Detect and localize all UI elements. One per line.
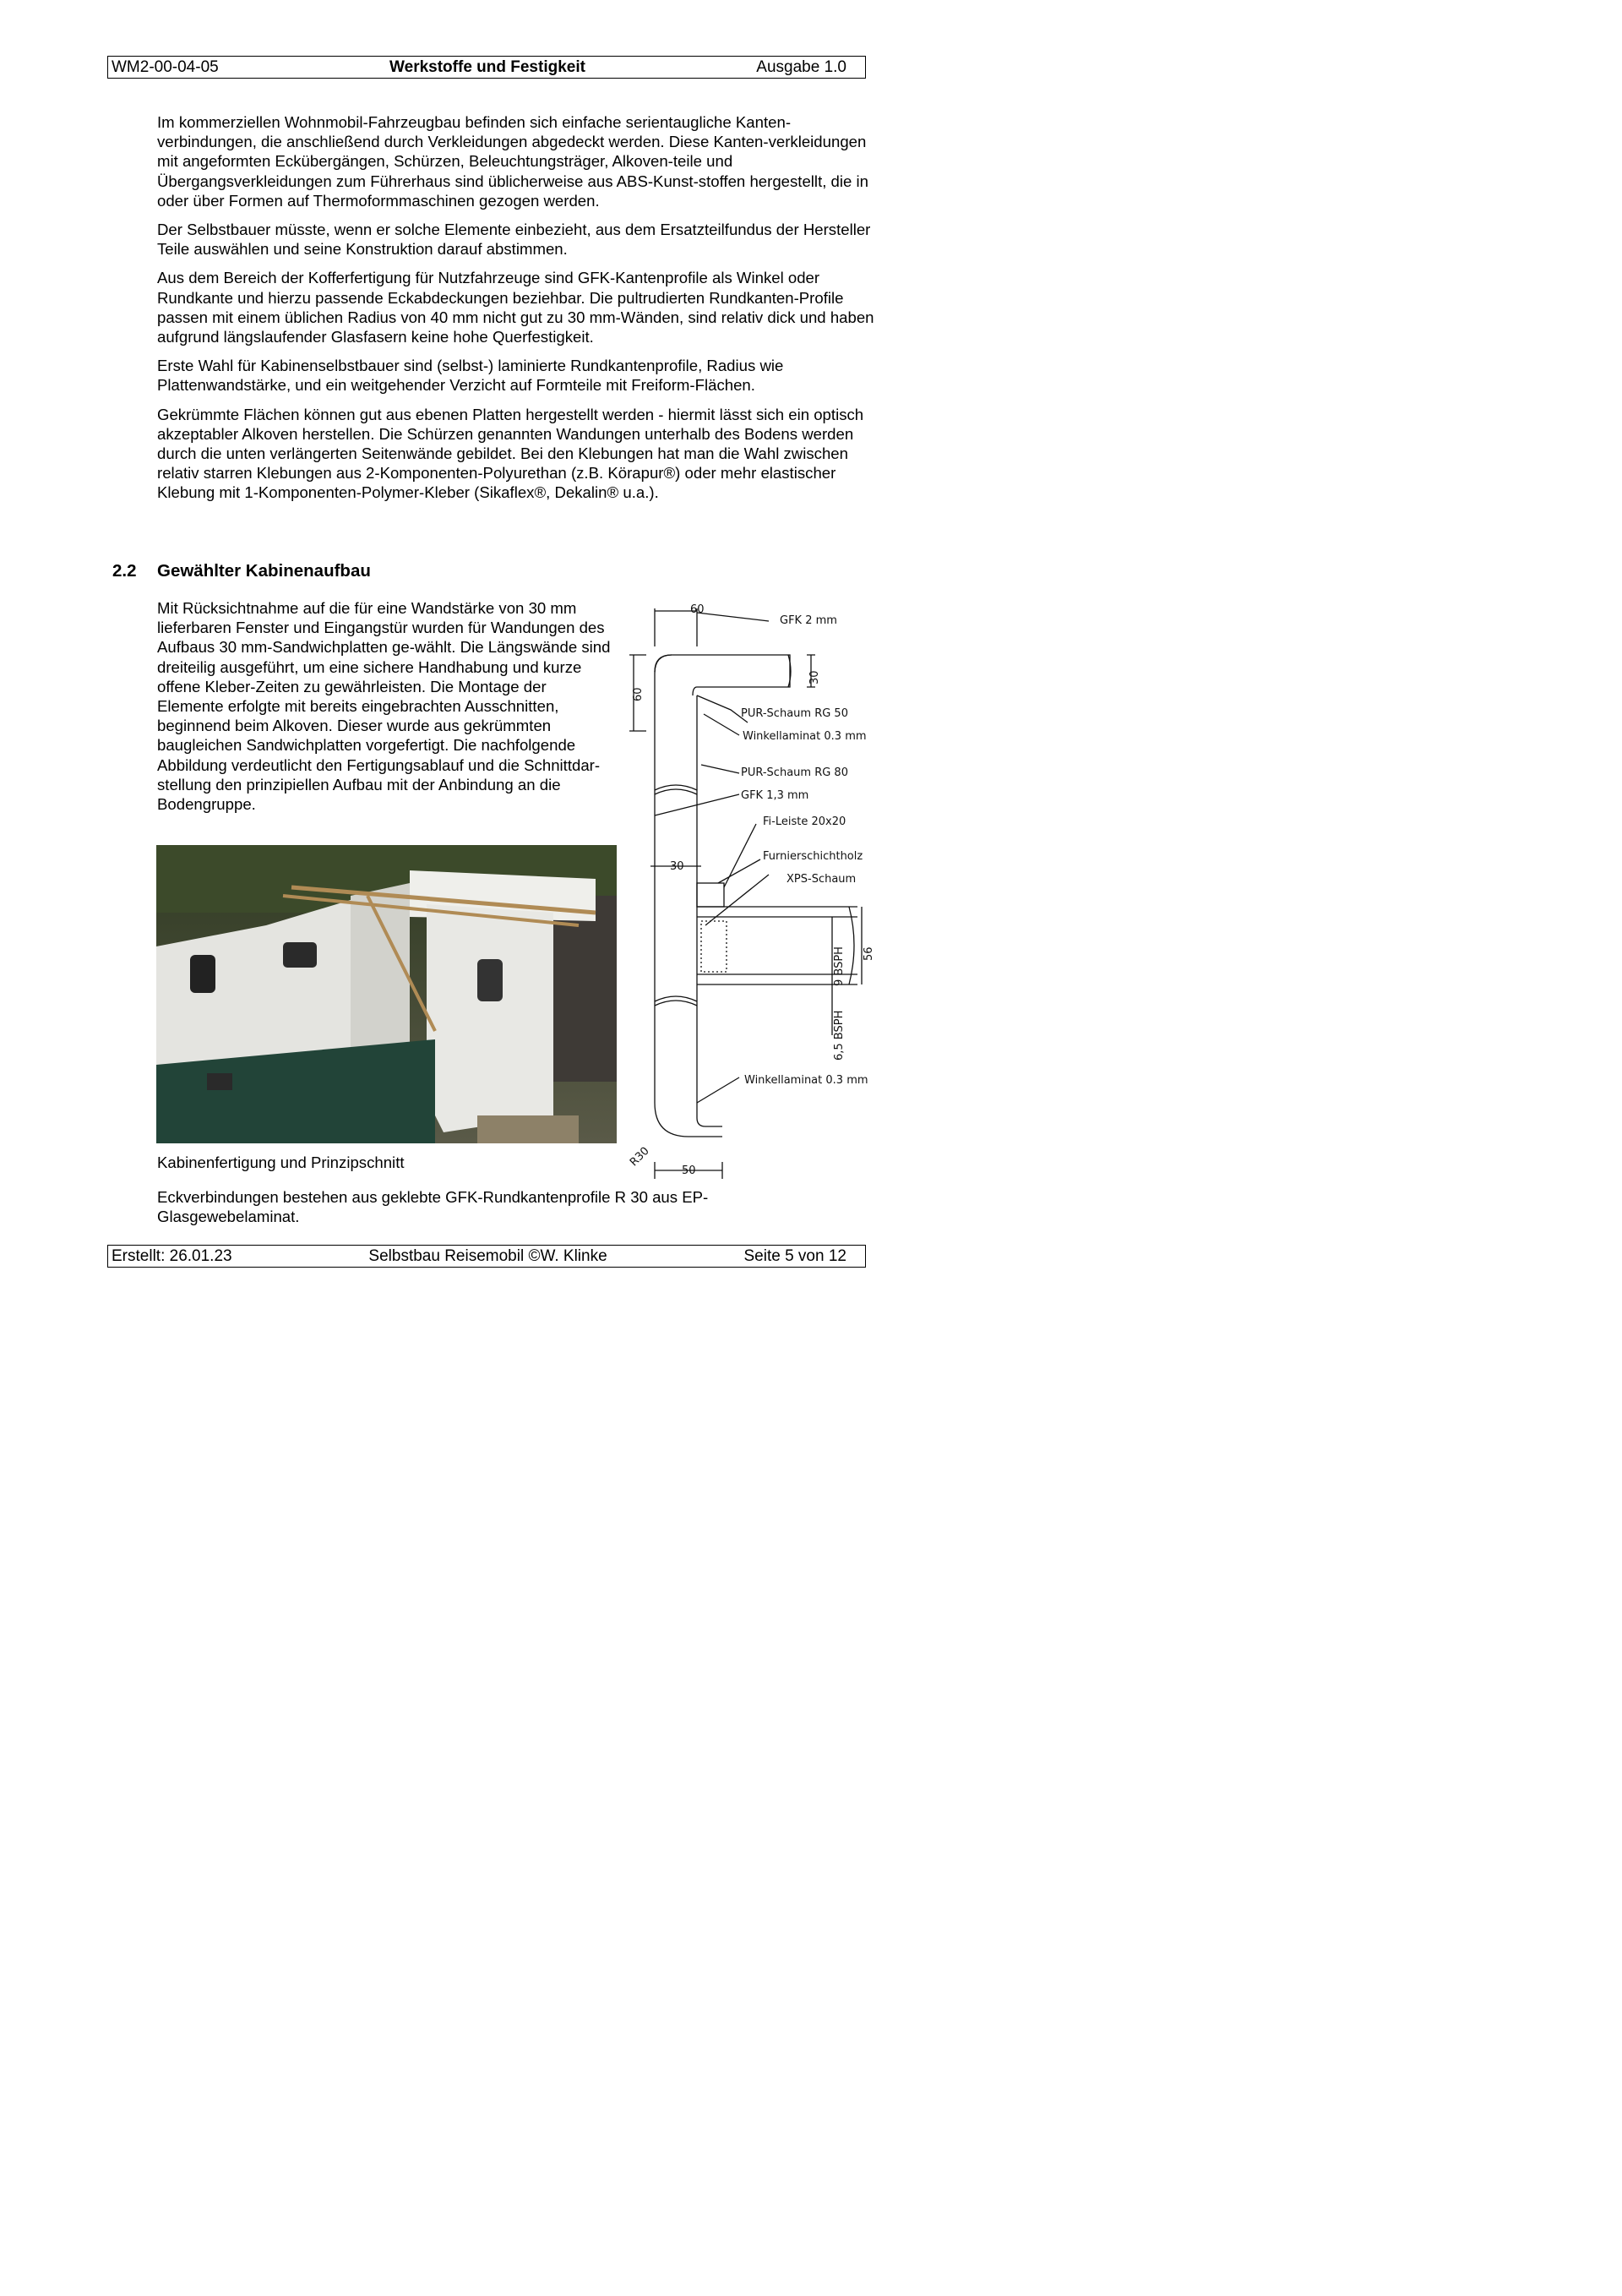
figure-caption: Kabinenfertigung und Prinzipschnitt [157,1153,405,1171]
paragraph: Aus dem Bereich der Kofferfertigung für Nutzfahrzeuge sind GFK-Kantenprofile als Winkel oder Rundkante und hierzu passende Eckabdeckungen beziehbar. Die pultrudierten Rundkanten-Profile passen mit einem üblichen Radius von 40 mm nicht gut zu 30 mm-Wänden, sind relativ dick und haben aufgrund längslaufender Glasfasern keine hohe Querfestigkeit. [157,269,874,346]
paragraph: Gekrümmte Flächen können gut aus ebenen Platten hergestellt werden - hiermit lässt sich ein optisch akzeptabler Alkoven herstellen. Die Schürzen genannten Wandungen unterhalb des Bodens werden durch die unten verlängerten Seitenwände gebildet. Bei den Klebungen hat man die Wahl zwischen relativ starren Klebungen aus 2-Komponenten-Polyurethan (z.B. Körapur®) oder mehr elastischer Klebung mit 1-Komponenten-Polymer-Kleber (Sikaflex®, Dekalin® u.a.). [157,405,864,502]
section-title: Gewählter Kabinenaufbau [157,561,371,581]
section-heading [112,561,371,581]
callout-label: Winkellaminat 0.3 mm [744,1074,868,1087]
dimension-label: 56 [863,946,874,961]
section-number: 2.2 [112,561,137,581]
page-footer [107,1245,866,1268]
callout-label: PUR-Schaum RG 50 [741,707,848,720]
paragraph: Der Selbstbauer müsste, wenn er solche Elemente einbezieht, aus dem Ersatzteilfundus der Hersteller Teile auswählen und seine Konstruktion darauf abstimmen. [157,221,871,259]
created-date: Erstellt: 26.01.23 [112,1246,232,1265]
callout-label: PUR-Schaum RG 80 [741,766,848,779]
callout-label: Fi-Leiste 20x20 [763,815,846,828]
dimension-label: 60 [690,603,705,616]
dimension-label: 9 BSPH [833,946,846,986]
paragraph: Im kommerziellen Wohnmobil-Fahrzeugbau befinden sich einfache serientaugliche Kanten-verbindungen, die anschließend durch Verkleidungen abgedeckt werden. Diese Kanten-verkleidungen mit angeformten Eckübergängen, Schürzen, Beleuchtungsträger, Alkoven-teile und Übergangsverkleidungen zum Führerhaus sind üblicherweise aus ABS-Kunst-stoffen hergestellt, die in oder über Formen auf Thermoformmaschinen gezogen werden. [157,113,869,210]
cabin-assembly-photo [156,845,617,1143]
page-header [107,56,866,79]
dimension-label: 60 [632,687,645,701]
callout-label: Winkellaminat 0.3 mm [743,730,867,743]
page-number: Seite 5 von 12 [743,1246,846,1265]
dimension-label: 50 [682,1164,696,1177]
callout-label: Furnierschichtholz [763,850,863,863]
dimension-label: R30 [627,1144,652,1170]
dimension-label: 30 [808,670,821,684]
intro-text [157,112,875,512]
document-id: WM2-00-04-05 [112,57,219,76]
dimension-label: 30 [670,860,684,873]
cross-section-drawing [621,596,874,1179]
section-body: Mit Rücksichtnahme auf die für eine Wandstärke von 30 mm lieferbaren Fenster und Eingangstür wurden für Wandungen des Aufbaus 30 mm-Sandwichplatten ge-wählt. Die Längswände sind dreiteilig ausgeführt, um eine sichere Handhabung und kurze offene Kleber-Zeiten zu gewährleisten. Die Montage der Elemente erfolgte mit bereits eingebrachten Ausschnitten, beginnend beim Alkoven. Dieser wurde aus gekrümmten baugleichen Sandwichplatten vorgefertigt. Die nachfolgende Abbildung verdeutlicht den Fertigungsablauf und die Schnittdar-stellung den prinzipiellen Aufbau mit der Anbindung an die Bodengruppe. [157,599,611,814]
dimension-label: 6,5 BSPH [833,1010,846,1061]
paragraph: Erste Wahl für Kabinenselbstbauer sind (selbst-) laminierte Rundkantenprofile, Radius wie Plattenwandstärke, und ein weitgehender Verzicht auf Formteile mit Freiform-Flächen. [157,357,784,395]
callout-label: GFK 1,3 mm [741,789,809,802]
footer-center: Selbstbau Reisemobil ©W. Klinke [368,1246,607,1265]
callout-label: XPS-Schaum [787,873,857,886]
document-title: Werkstoffe und Festigkeit [389,57,585,76]
edition-label: Ausgabe 1.0 [756,57,846,76]
closing-paragraph: Eckverbindungen bestehen aus geklebte GFK-Rundkantenprofile R 30 aus EP-Glasgewebelaminat. [157,1188,709,1226]
callout-label: GFK 2 mm [780,614,837,627]
